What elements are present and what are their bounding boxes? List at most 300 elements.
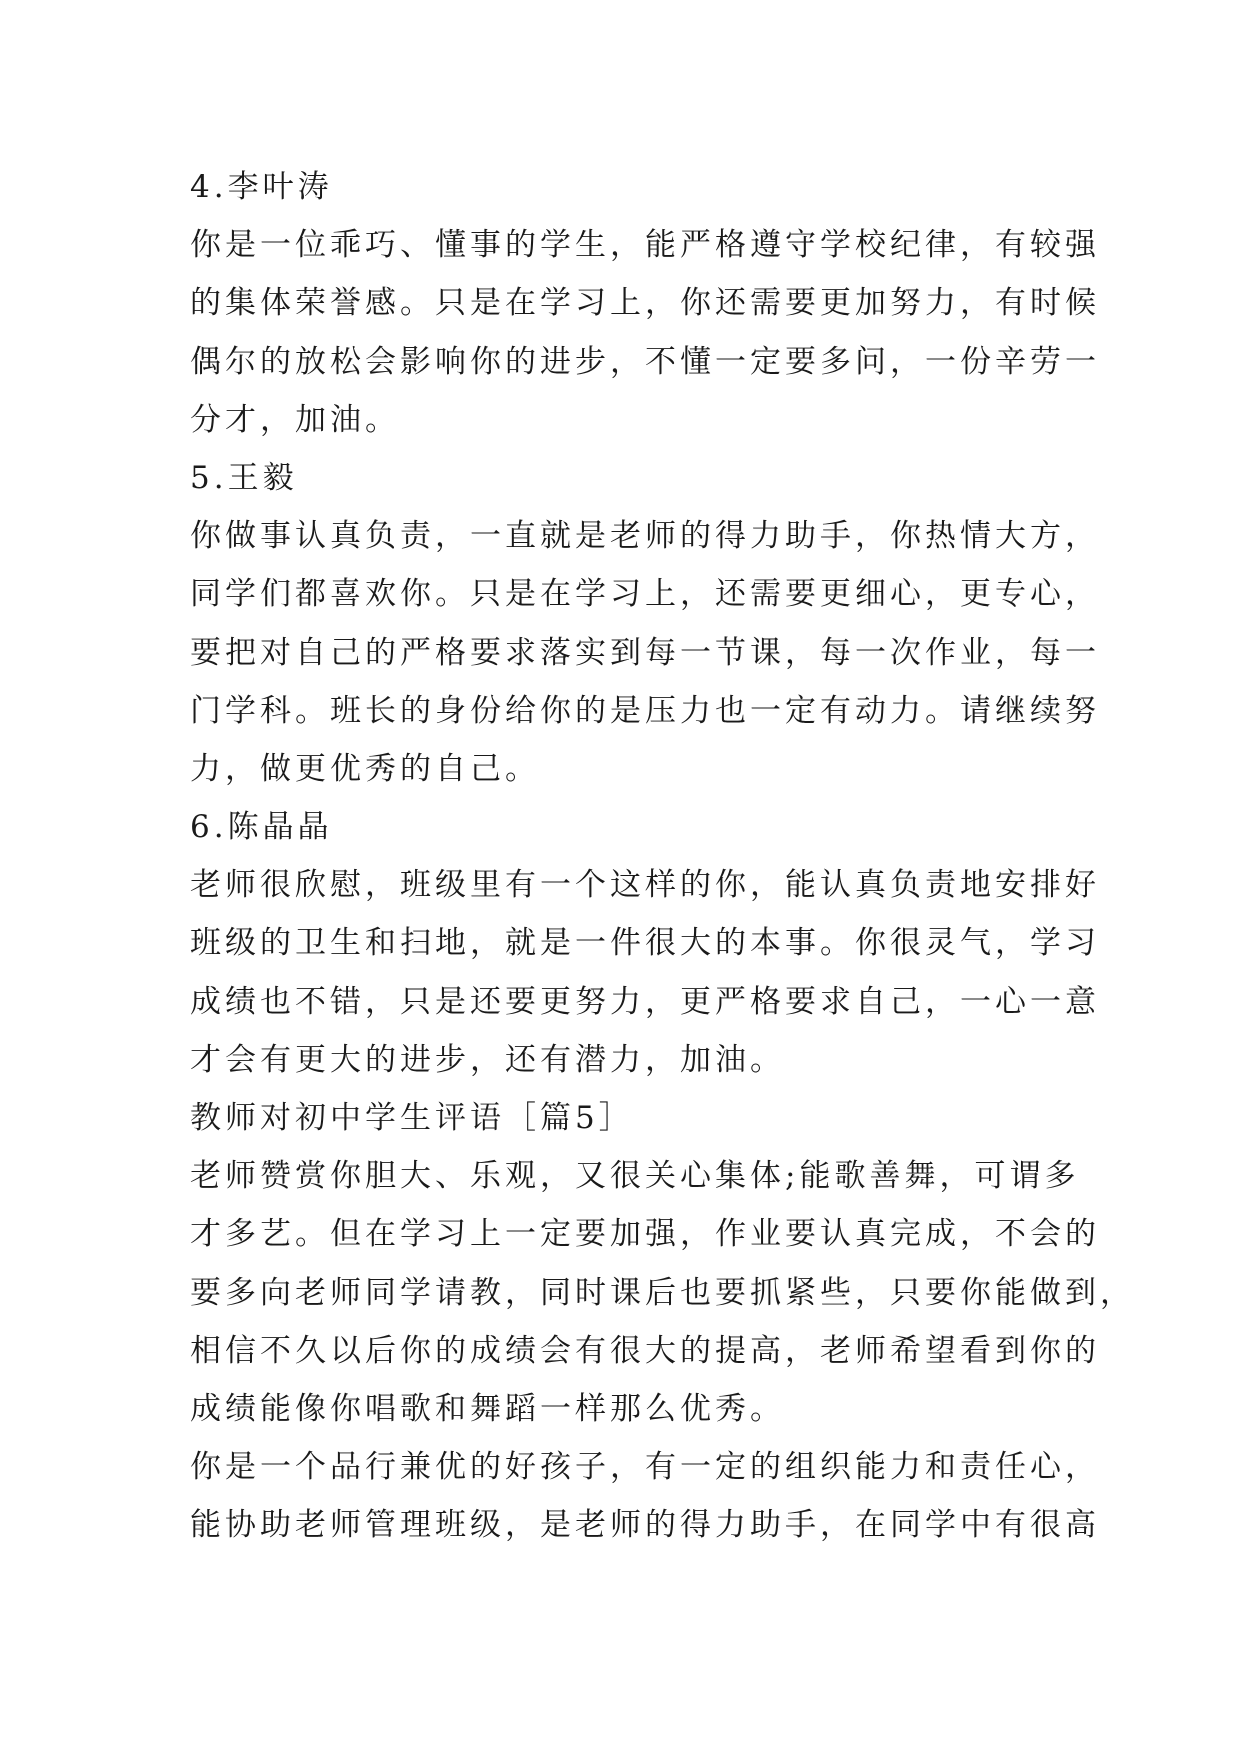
text-char: 们: [260, 576, 295, 613]
text-char: 不: [260, 1332, 295, 1369]
text-char: 你: [540, 692, 575, 729]
text-char: 行: [365, 1449, 400, 1486]
text-char: 加: [855, 285, 890, 322]
text-char: 。: [295, 692, 330, 729]
text-char: 的: [750, 1449, 785, 1486]
text-char: 灵: [925, 925, 960, 962]
text-char: 请: [960, 692, 995, 729]
text-char: 责: [925, 867, 960, 904]
text-char: 努: [890, 285, 925, 322]
text-line: [190, 565, 1100, 623]
text-char: 巧: [365, 227, 400, 264]
text-char: 劳: [1030, 343, 1065, 380]
text-char: 后: [365, 1332, 400, 1369]
text-char: 。: [925, 692, 960, 729]
text-char: 每: [1030, 634, 1065, 671]
text-char: 的: [400, 692, 435, 729]
text-char: 的: [680, 518, 715, 555]
text-char: 每: [820, 634, 855, 671]
text-char: ，: [470, 925, 505, 962]
text-char: 师: [645, 518, 680, 555]
text-char: 助: [785, 518, 820, 555]
text-char: 欣: [295, 867, 330, 904]
text-char: 份: [470, 692, 505, 729]
text-char: 兼: [400, 1449, 435, 1486]
text-char: 就: [540, 518, 575, 555]
text-char: 的: [470, 1449, 505, 1486]
text-char: 组: [785, 1449, 820, 1486]
text-char: 严: [400, 634, 435, 671]
text-char: 事: [260, 518, 295, 555]
text-char: 学: [400, 1274, 435, 1311]
text-char: 手: [820, 518, 855, 555]
text-char: 任: [995, 1449, 1030, 1486]
text-char: 科: [260, 692, 295, 729]
text-char: 要: [785, 343, 820, 380]
text-char: 生: [330, 925, 365, 962]
text-char: 老: [820, 1332, 855, 1369]
text-char: 以: [330, 1332, 365, 1369]
text-char: 喜: [330, 576, 365, 613]
text-char: 一: [855, 634, 890, 671]
text-char: 继: [995, 692, 1030, 729]
text-char: 课: [610, 1274, 645, 1311]
text-char: 就: [505, 925, 540, 962]
text-char: 理: [400, 1507, 435, 1544]
text-char: 你: [680, 285, 715, 322]
text-char: 位: [295, 227, 330, 264]
text-line: 才会有更大的进步，还有潜力，加油。: [190, 1041, 785, 1078]
text-line: 分才，加油。: [190, 401, 400, 438]
text-char: ，: [610, 227, 645, 264]
text-char: 更: [540, 983, 575, 1020]
text-char: 师: [330, 1507, 365, 1544]
text-char: 到: [995, 1332, 1030, 1369]
text-char: 需: [750, 285, 785, 322]
text-char: 艺: [260, 1216, 295, 1253]
text-char: 己: [330, 634, 365, 671]
text-char: 望: [925, 1332, 960, 1369]
text-char: 大: [400, 1158, 435, 1195]
text-char: 师: [330, 1274, 365, 1311]
text-char: 后: [645, 1274, 680, 1311]
text-char: 的: [575, 692, 610, 729]
document-body: [190, 158, 1135, 1555]
text-char: 作: [925, 634, 960, 671]
text-char: 集: [715, 1158, 750, 1195]
text-char: 只: [470, 576, 505, 613]
text-char: 助: [260, 1507, 295, 1544]
text-char: 完: [890, 1216, 925, 1253]
text-char: 一: [680, 1449, 715, 1486]
text-char: 事: [785, 925, 820, 962]
text-char: 意: [1065, 983, 1100, 1020]
text-char: 到: [1065, 1274, 1100, 1311]
text-char: 能: [799, 1158, 835, 1195]
text-char: 要: [715, 1274, 750, 1311]
text-char: 这: [610, 867, 645, 904]
text-char: 情: [960, 518, 995, 555]
text-char: 你: [190, 518, 225, 555]
text-char: 有: [995, 285, 1030, 322]
text-char: 有: [995, 1507, 1030, 1544]
text-char: 胆: [365, 1158, 400, 1195]
text-char: 力: [680, 692, 715, 729]
text-char: 多: [1044, 1158, 1080, 1195]
text-char: 强: [645, 1216, 680, 1253]
text-char: 成: [190, 983, 225, 1020]
text-char: 又: [575, 1158, 610, 1195]
text-char: 紧: [785, 1274, 820, 1311]
text-char: 班: [435, 1507, 470, 1544]
text-char: 善: [869, 1158, 905, 1195]
text-char: 一: [1065, 634, 1100, 671]
text-char: 习: [1065, 925, 1100, 962]
text-char: 更: [820, 576, 855, 613]
text-char: 力: [610, 983, 645, 1020]
text-char: 你: [190, 227, 225, 264]
text-char: 律: [925, 227, 960, 264]
text-char: 定: [750, 343, 785, 380]
text-char: ，: [540, 1158, 575, 1195]
text-char: 抓: [750, 1274, 785, 1311]
text-char: 定: [715, 1449, 750, 1486]
text-char: 样: [645, 867, 680, 904]
text-char: 你: [400, 576, 435, 613]
text-char: 和: [365, 925, 400, 962]
text-char: 成: [925, 1216, 960, 1253]
text-char: 多: [225, 1216, 260, 1253]
text-char: 懂: [435, 227, 470, 264]
text-char: 些: [820, 1274, 855, 1311]
text-char: 懂: [680, 343, 715, 380]
text-char: 久: [295, 1332, 330, 1369]
text-char: 安: [995, 867, 1030, 904]
text-char: 错: [330, 983, 365, 1020]
text-line: [190, 973, 1100, 1031]
text-char: 力: [890, 692, 925, 729]
text-line: 成绩能像你唱歌和舞蹈一样那么优秀。: [190, 1390, 785, 1427]
text-char: 很: [1030, 1507, 1065, 1544]
text-char: 能: [995, 1274, 1030, 1311]
text-char: 要: [190, 634, 225, 671]
text-char: 门: [190, 692, 225, 729]
text-char: 是: [225, 227, 260, 264]
text-char: 有: [575, 1332, 610, 1369]
text-char: 认: [820, 867, 855, 904]
text-char: ，: [890, 343, 925, 380]
text-char: 校: [855, 227, 890, 264]
text-char: 生: [575, 227, 610, 264]
text-char: 不: [645, 343, 680, 380]
text-char: 给: [505, 692, 540, 729]
text-char: 同: [365, 1274, 400, 1311]
text-char: 力: [715, 1507, 750, 1544]
text-char: 荣: [295, 285, 330, 322]
text-char: 的: [365, 634, 400, 671]
text-line: [190, 682, 1100, 740]
text-char: 师: [610, 1507, 645, 1544]
text-char: 学: [1030, 925, 1065, 962]
text-char: 同: [890, 1507, 925, 1544]
text-char: 誉: [330, 285, 365, 322]
text-char: 是: [470, 285, 505, 322]
text-char: 要: [785, 285, 820, 322]
text-char: 负: [890, 867, 925, 904]
text-char: 谓: [1009, 1158, 1045, 1195]
text-char: ，: [995, 634, 1030, 671]
text-char: 格: [435, 634, 470, 671]
text-char: 舞: [904, 1158, 940, 1195]
text-char: 有: [995, 227, 1030, 264]
text-char: 歌: [834, 1158, 870, 1195]
text-char: 品: [330, 1449, 365, 1486]
text-char: 有: [645, 1449, 680, 1486]
text-char: 你: [330, 1158, 365, 1195]
text-char: 定: [540, 1216, 575, 1253]
text-char: 负: [365, 518, 400, 555]
text-char: ，: [939, 1158, 975, 1195]
text-char: ，: [785, 634, 820, 671]
text-char: 学: [540, 227, 575, 264]
text-char: ，: [925, 576, 960, 613]
text-char: 要: [470, 634, 505, 671]
text-char: 手: [785, 1507, 820, 1544]
text-char: 欢: [365, 576, 400, 613]
text-char: 进: [540, 343, 575, 380]
text-char: 习: [610, 576, 645, 613]
text-char: 份: [960, 343, 995, 380]
text-char: 你: [400, 1332, 435, 1369]
text-char: 一: [260, 227, 295, 264]
text-char: 热: [925, 518, 960, 555]
text-char: 一: [960, 983, 995, 1020]
text-char: 大: [645, 1332, 680, 1369]
text-char: 的: [680, 867, 715, 904]
text-char: 做: [1030, 1274, 1065, 1311]
text-char: ，: [365, 867, 400, 904]
text-char: 大: [680, 925, 715, 962]
text-char: 上: [645, 576, 680, 613]
text-char: 有: [505, 867, 540, 904]
text-char: 一: [540, 867, 575, 904]
text-char: 力: [890, 1449, 925, 1486]
text-char: 落: [540, 634, 575, 671]
text-char: 严: [715, 983, 750, 1020]
text-char: 中: [960, 1507, 995, 1544]
text-char: 绩: [225, 983, 260, 1020]
text-line: [190, 856, 1100, 914]
text-char: ，: [960, 285, 995, 322]
text-char: 自: [295, 634, 330, 671]
text-char: 能: [645, 227, 680, 264]
text-char: 老: [610, 518, 645, 555]
text-line: [190, 1205, 1100, 1263]
text-char: 守: [785, 227, 820, 264]
text-char: 的: [1065, 1216, 1100, 1253]
text-char: 的: [260, 925, 295, 962]
text-char: 尔: [225, 343, 260, 380]
text-char: 是: [435, 983, 470, 1020]
text-char: 的: [680, 1332, 715, 1369]
text-char: 定: [785, 692, 820, 729]
text-char: 老: [575, 1507, 610, 1544]
text-char: 学: [575, 576, 610, 613]
text-char: 偶: [190, 343, 225, 380]
text-char: 高: [1065, 1507, 1100, 1544]
text-char: 高: [750, 1332, 785, 1369]
text-char: 体: [260, 285, 295, 322]
text-char: 的: [260, 343, 295, 380]
text-char: 会: [365, 343, 400, 380]
text-char: 上: [470, 1216, 505, 1253]
text-char: 学: [225, 692, 260, 729]
text-char: ，: [1065, 518, 1100, 555]
text-char: 心: [995, 983, 1030, 1020]
text-char: 学: [225, 576, 260, 613]
text-char: 扫: [400, 925, 435, 962]
text-char: 是: [540, 1507, 575, 1544]
text-char: 是: [505, 576, 540, 613]
text-char: 的: [190, 285, 225, 322]
text-char: ，: [435, 518, 470, 555]
text-char: 在: [540, 576, 575, 613]
text-char: 地: [435, 925, 470, 962]
text-char: 也: [260, 983, 295, 1020]
text-char: 责: [400, 518, 435, 555]
text-char: 格: [750, 983, 785, 1020]
text-char: 一: [715, 343, 750, 380]
text-char: ，: [505, 1507, 540, 1544]
text-char: 件: [610, 925, 645, 962]
text-char: 学: [400, 1216, 435, 1253]
text-char: 你: [1030, 1332, 1065, 1369]
text-char: 才: [190, 1216, 225, 1253]
text-line: 5.王毅: [190, 459, 298, 496]
text-char: 老: [295, 1274, 330, 1311]
text-char: 你: [890, 518, 925, 555]
text-char: ，: [960, 1216, 995, 1253]
text-char: 提: [715, 1332, 750, 1369]
text-char: 力: [925, 285, 960, 322]
text-char: ，: [960, 227, 995, 264]
text-char: ，: [855, 518, 890, 555]
text-char: 信: [225, 1332, 260, 1369]
text-char: 在: [365, 1216, 400, 1253]
text-char: 成: [470, 1332, 505, 1369]
text-char: 的: [505, 343, 540, 380]
text-char: 都: [295, 576, 330, 613]
text-char: 是: [225, 1449, 260, 1486]
text-char: 看: [960, 1332, 995, 1369]
text-char: ，: [855, 1274, 890, 1311]
text-char: 要: [785, 576, 820, 613]
text-char: 、: [400, 227, 435, 264]
text-char: 赞: [260, 1158, 295, 1195]
text-char: 只: [890, 1274, 925, 1311]
text-char: 只: [400, 983, 435, 1020]
text-char: 很: [890, 925, 925, 962]
text-char: ，: [785, 1332, 820, 1369]
text-char: 你: [855, 925, 890, 962]
text-char: 真: [855, 867, 890, 904]
text-char: 松: [330, 343, 365, 380]
text-char: 一: [750, 692, 785, 729]
text-char: 也: [680, 1274, 715, 1311]
text-char: 感: [365, 285, 400, 322]
text-char: 认: [820, 1216, 855, 1253]
text-char: 学: [925, 1507, 960, 1544]
text-char: 实: [575, 634, 610, 671]
text-char: 力: [750, 518, 785, 555]
text-char: 能: [785, 867, 820, 904]
text-char: 心: [1030, 1449, 1065, 1486]
text-char: 一: [505, 1216, 540, 1253]
text-char: 老: [295, 1507, 330, 1544]
text-char: 个: [575, 867, 610, 904]
text-char: 多: [225, 1274, 260, 1311]
text-char: 一: [1065, 343, 1100, 380]
text-line: 6.陈晶晶: [190, 809, 333, 846]
text-char: 求: [505, 634, 540, 671]
text-char: 会: [540, 1332, 575, 1369]
text-char: 助: [750, 1507, 785, 1544]
text-char: 。: [435, 576, 470, 613]
text-char: 集: [225, 285, 260, 322]
text-char: 一: [1030, 983, 1065, 1020]
text-char: 老: [190, 1158, 225, 1195]
text-char: 你: [190, 1449, 225, 1486]
text-char: 多: [820, 343, 855, 380]
text-char: 会: [1030, 1216, 1065, 1253]
text-char: 好: [505, 1449, 540, 1486]
text-char: 同: [190, 576, 225, 613]
text-char: 响: [435, 343, 470, 380]
text-char: 的: [505, 227, 540, 264]
text-char: 更: [960, 576, 995, 613]
text-char: ，: [1100, 1274, 1135, 1311]
text-line: 力，做更优秀的自己。: [190, 750, 540, 787]
text-char: 努: [1065, 692, 1100, 729]
text-char: 是: [575, 518, 610, 555]
text-char: 很: [610, 1332, 645, 1369]
text-line: [190, 1438, 1100, 1496]
text-char: 做: [225, 518, 260, 555]
text-line: [190, 1322, 1100, 1380]
text-char: 体: [750, 1158, 785, 1195]
text-char: 管: [365, 1507, 400, 1544]
text-char: ，: [680, 576, 715, 613]
text-char: ，: [505, 1274, 540, 1311]
text-line: [190, 274, 1100, 332]
text-char: 更: [820, 285, 855, 322]
text-char: 放: [295, 343, 330, 380]
text-char: 班: [330, 692, 365, 729]
text-char: 子: [575, 1449, 610, 1486]
text-line: 教师对初中学生评语［篇5］: [190, 1100, 634, 1136]
text-char: 只: [435, 285, 470, 322]
text-char: 希: [890, 1332, 925, 1369]
text-char: 观: [505, 1158, 540, 1195]
text-char: 事: [470, 227, 505, 264]
text-char: 老: [190, 867, 225, 904]
text-char: 同: [540, 1274, 575, 1311]
text-char: 能: [190, 1507, 225, 1544]
text-char: 是: [610, 692, 645, 729]
text-char: 教: [470, 1274, 505, 1311]
text-char: 和: [925, 1449, 960, 1486]
text-char: ，: [645, 285, 680, 322]
